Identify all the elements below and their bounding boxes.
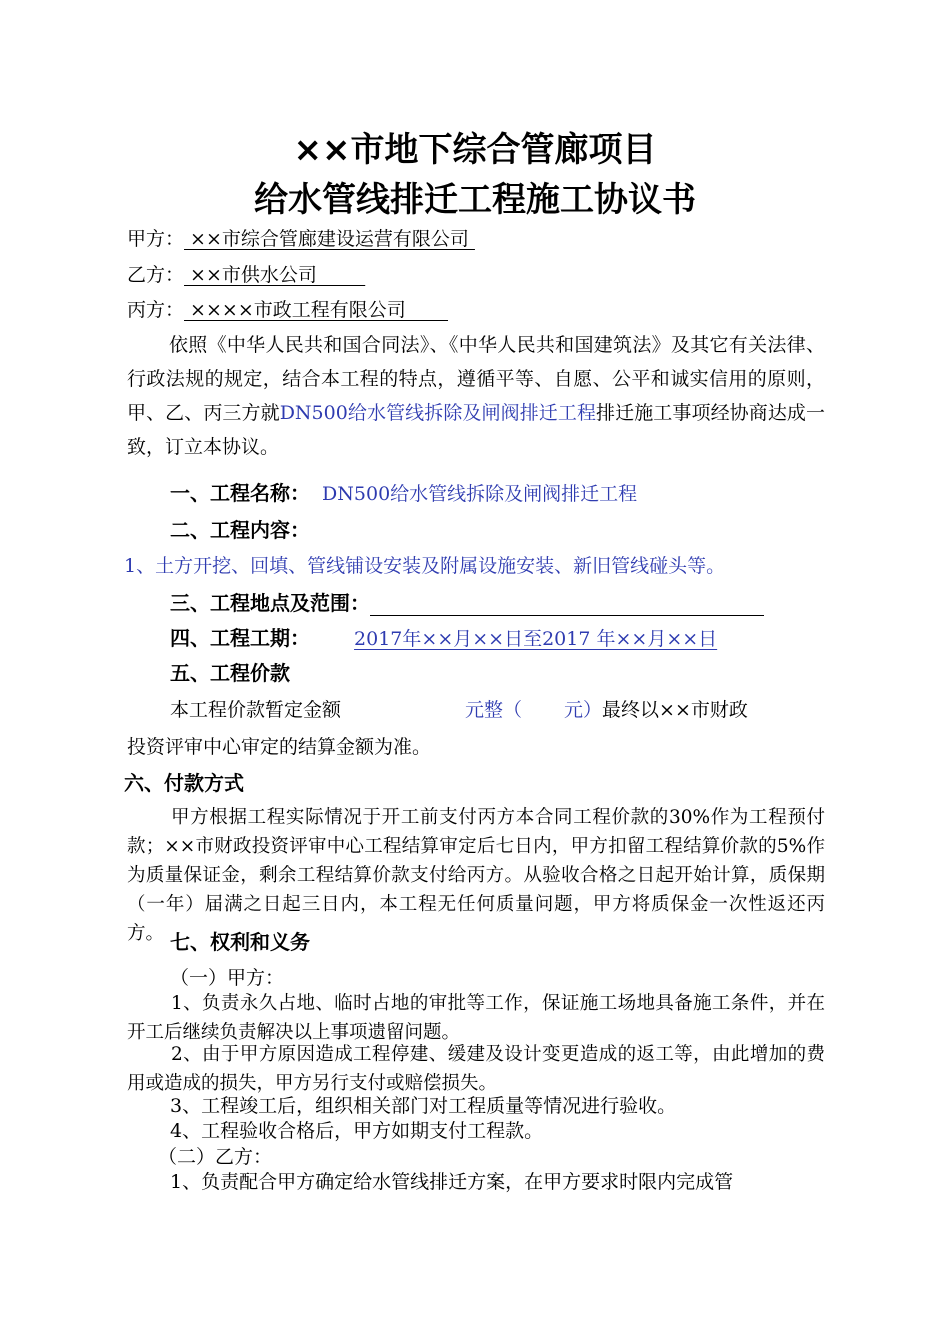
party-a-value: ××市综合管廊建设运营有限公司 (184, 228, 475, 250)
section-2-heading: 二、工程内容： (170, 518, 310, 542)
intro-text-1: 依照《中华人民共和国合同法》、《中华人民共和国建筑法》及其它有关法律、行政法规的规定，结合本工程的特点，遵循平等、自愿、公平和诚实信用的原则，甲、乙、丙三方就 (127, 334, 825, 424)
section-3-heading: 三、工程地点及范围： (170, 591, 370, 615)
section-7-heading: 七、权利和义务 (170, 930, 310, 954)
party-b-label: 乙方： (127, 264, 185, 286)
document-title-line-1: ××市地下综合管廊项目 (293, 130, 657, 170)
section-2 (170, 518, 310, 543)
intro-project-name: DN500给水管线拆除及闸阀排迁工程 (279, 402, 597, 424)
party-b-duties-heading: （二）乙方： (158, 1146, 273, 1168)
party-c-label: 丙方： (127, 299, 185, 321)
party-a (127, 227, 475, 251)
section-5 (170, 661, 290, 686)
section-5-unit-1: 元整（ (465, 699, 523, 721)
party-a-duties-heading: （一）甲方： (170, 967, 285, 989)
party-c (127, 298, 448, 322)
party-a-duty-2: 2、由于甲方原因造成工程停建、缓建及设计变更造成的返工等，由此增加的费用或造成的损失，甲方另行支付或赔偿损失。 (127, 1044, 825, 1094)
party-c-value: ××××市政工程有限公司 (184, 299, 449, 321)
section-5-text-3: 投资评审中心审定的结算金额为准。 (127, 736, 432, 758)
intro-paragraph (127, 328, 825, 464)
section-6-body: 甲方根据工程实际情况于开工前支付丙方本合同工程价款的30%作为工程预付款；××市财政投资评审中心工程结算审定后七日内，甲方扣留工程结算价款的5%作为质量保证金，剩余工程结算价款支付给丙方。从验收合格之日起开始计算，质保期（一年）届满之日起三日内，本工程无任何质量问题，甲方将质保金一次性返还丙方。 (127, 807, 825, 944)
section-1 (170, 481, 637, 506)
party-b-value: ××市供水公司 (184, 264, 366, 286)
section-6-heading: 六、付款方式 (124, 771, 244, 795)
section-4-value: 2017年××月××日至2017 年××月××日 (354, 628, 718, 650)
section-3 (170, 591, 764, 616)
section-5-text-2: 最终以××市财政 (602, 699, 748, 721)
section-5-heading: 五、工程价款 (170, 661, 290, 685)
section-2-item-1: 1、土方开挖、回填、管线铺设安装及附属设施安装、新旧管线碰头等。 (124, 555, 726, 577)
section-4-heading: 四、工程工期： (170, 626, 310, 650)
section-1-heading: 一、工程名称： (170, 481, 310, 505)
party-b (127, 263, 365, 287)
party-b-duty-1: 1、负责配合甲方确定给水管线排迁方案，在甲方要求时限内完成管 (170, 1171, 734, 1193)
section-5-text-1: 本工程价款暂定金额 (170, 699, 342, 721)
intro-text-2: 排迁施工事项经协商达成一致，订立本协议。 (127, 402, 825, 458)
party-a-duty-3: 3、工程竣工后，组织相关部门对工程质量等情况进行验收。 (170, 1095, 677, 1117)
party-a-label: 甲方： (127, 228, 185, 250)
party-a-duty-4: 4、工程验收合格后，甲方如期支付工程款。 (170, 1120, 544, 1142)
document-title-line-2: 给水管线排迁工程施工协议书 (254, 180, 696, 220)
section-4 (170, 626, 717, 651)
section-5-amount-line (170, 698, 748, 722)
section-6 (124, 771, 244, 796)
section-7 (170, 930, 310, 955)
party-a-duty-1: 1、负责永久占地、临时占地的审批等工作，保证施工场地具备施工条件，并在开工后继续负责解决以上事项遗留问题。 (127, 993, 825, 1043)
section-5-unit-2: 元） (564, 699, 603, 721)
section-3-blank-line (370, 595, 764, 616)
section-1-value: DN500给水管线拆除及闸阀排迁工程 (322, 483, 638, 505)
